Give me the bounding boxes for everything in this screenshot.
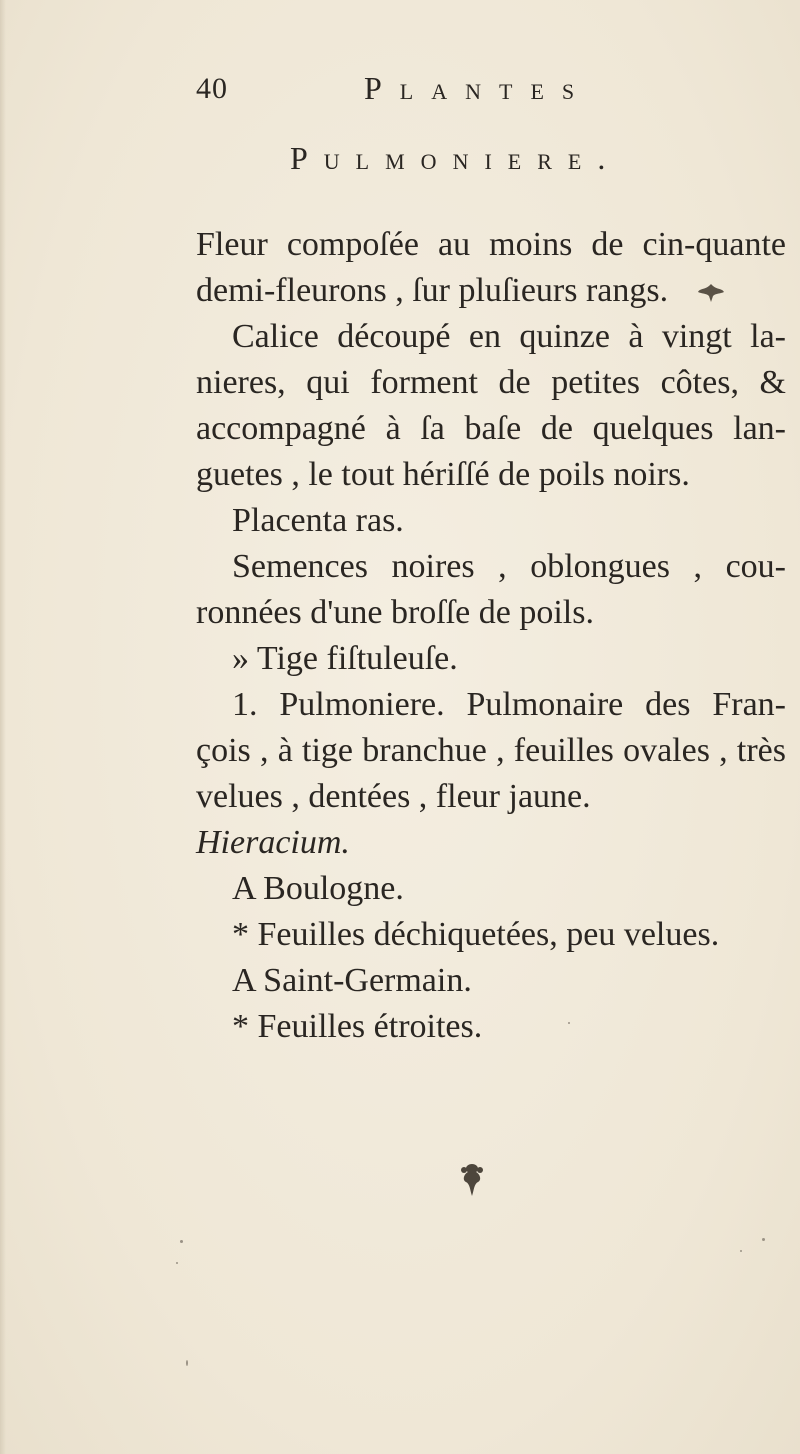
variety-cut-leaves: * Feuilles déchiquetées, peu velues. xyxy=(232,916,720,953)
binding-edge xyxy=(0,0,6,1454)
running-title: Plantes xyxy=(364,70,593,106)
latin-name: Hieracium. xyxy=(196,824,350,861)
location-saint-germain: A Saint-Germain. xyxy=(232,962,472,999)
paragraph-flower xyxy=(196,222,786,314)
paper-speck xyxy=(762,1238,765,1241)
paragraph-text: Fleur compoſée au moins de cin-quante demi-fleurons , ſur pluſieurs rangs. xyxy=(196,226,786,309)
tailpiece-ornament-icon xyxy=(452,1160,492,1200)
variety-narrow-leaves: * Feuilles étroites. xyxy=(232,1008,483,1045)
page-number: 40 xyxy=(196,72,228,105)
paper-speck xyxy=(740,1250,742,1252)
running-head xyxy=(196,70,740,110)
paragraph-placenta: Placenta ras. xyxy=(232,502,404,539)
location-boulogne: A Boulogne. xyxy=(232,870,404,907)
paragraph-stem: » Tige fiſtuleuſe. xyxy=(232,640,458,677)
fleuron-ornament-icon xyxy=(696,282,726,304)
paragraph-calyx: Calice découpé en quinze à vingt la-nieres, qui forment de petites côtes, & accompagné à ſa baſe de quelques lan-guetes , le tout hériſſé de poils noirs. xyxy=(196,318,786,493)
paragraph-species: 1. Pulmoniere. Pulmonaire des Fran-çois , à tige branchue , feuilles ovales , très velues , dentées , fleur jaune. xyxy=(196,686,786,815)
paper-speck xyxy=(180,1240,183,1243)
paper-speck xyxy=(176,1262,178,1264)
paper-speck xyxy=(186,1360,188,1366)
body-text xyxy=(196,222,786,1050)
paragraph-seeds: Semences noires , oblongues , cou-ronnées d'une broſſe de poils. xyxy=(196,548,786,631)
chapter-title: Pulmoniere. xyxy=(290,140,622,176)
paper-speck xyxy=(568,1022,570,1024)
